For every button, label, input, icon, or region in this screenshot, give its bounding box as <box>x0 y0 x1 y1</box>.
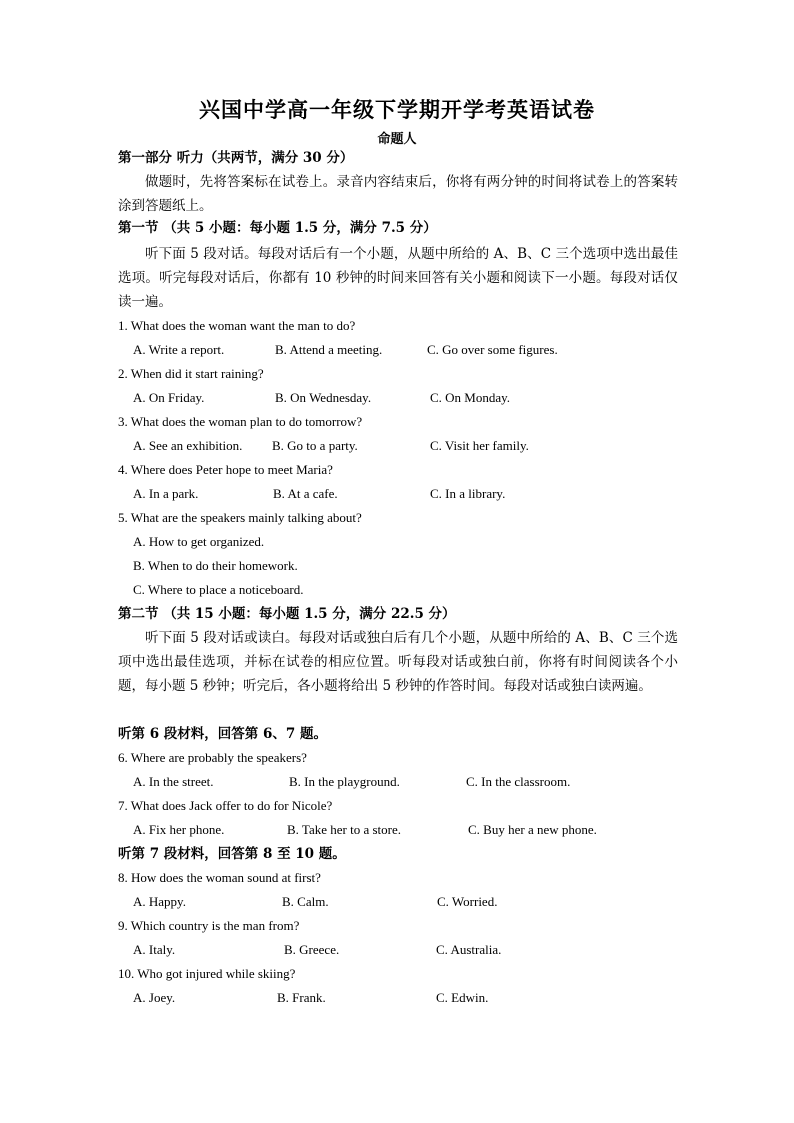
section2-heading: 第二节 （共 15 小题：每小题 1.5 分，满分 22.5 分） <box>118 606 456 622</box>
q5-option-c: C. Where to place a noticeboard. <box>133 582 304 597</box>
q2-option-b: B. On Wednesday. <box>275 390 372 405</box>
question-5: 5. What are the speakers mainly talking about? <box>118 510 362 525</box>
material-7-heading: 听第 7 段材料，回答第 8 至 10 题。 <box>118 846 346 862</box>
q6-option-c: C. In the classroom. <box>466 774 571 789</box>
q9-option-c: C. Australia. <box>436 942 502 957</box>
q5-option-a: A. How to get organized. <box>133 534 265 549</box>
question-6: 6. Where are probably the speakers? <box>118 750 307 765</box>
q5-option-b: B. When to do their homework. <box>133 558 298 573</box>
q4-option-a: A. In a park. <box>133 486 199 501</box>
q2-option-a: A. On Friday. <box>133 390 205 405</box>
q8-option-c: C. Worried. <box>437 894 498 909</box>
question-4: 4. Where does Peter hope to meet Maria? <box>118 462 333 477</box>
section2-intro: 听下面 5 段对话或读白。每段对话或独白后有几个小题，从题中所给的 A、B、C 三个选项中选出最佳选项，并标在试卷的相应位置。听每段对话或独白前，你将有时间阅读各个小题，每小题 5 秒钟；听完后，各小题将给出 5 秒钟的作答时间。每段对话或独白读两遍。 <box>118 630 678 694</box>
q3-option-b: B. Go to a party. <box>272 438 358 453</box>
author-label: 命题人 <box>377 132 417 147</box>
question-1: 1. What does the woman want the man to do? <box>118 318 356 333</box>
q1-option-b: B. Attend a meeting. <box>275 342 383 357</box>
q8-option-a: A. Happy. <box>133 894 186 909</box>
question-8: 8. How does the woman sound at first? <box>118 870 321 885</box>
material-6-heading: 听第 6 段材料，回答第 6、7 题。 <box>118 726 327 742</box>
q7-option-b: B. Take her to a store. <box>287 822 402 837</box>
q3-option-c: C. Visit her family. <box>430 438 529 453</box>
q6-option-a: A. In the street. <box>133 774 214 789</box>
q7-option-a: A. Fix her phone. <box>133 822 225 837</box>
q4-option-b: B. At a cafe. <box>273 486 338 501</box>
q10-option-a: A. Joey. <box>133 990 176 1005</box>
q2-option-c: C. On Monday. <box>430 390 511 405</box>
part1-heading: 第一部分 听力（共两节，满分 30 分） <box>118 150 354 166</box>
question-10: 10. Who got injured while skiing? <box>118 966 296 981</box>
q7-option-c: C. Buy her a new phone. <box>468 822 597 837</box>
exam-title: 兴国中学高一年级下学期开学考英语试卷 <box>199 97 595 122</box>
section1-heading: 第一节 （共 5 小题：每小题 1.5 分，满分 7.5 分） <box>118 220 437 236</box>
q4-option-c: C. In a library. <box>430 486 506 501</box>
q9-option-a: A. Italy. <box>133 942 176 957</box>
question-3: 3. What does the woman plan to do tomorrow? <box>118 414 363 429</box>
q9-option-b: B. Greece. <box>284 942 340 957</box>
q10-option-b: B. Frank. <box>277 990 326 1005</box>
question-7: 7. What does Jack offer to do for Nicole? <box>118 798 333 813</box>
section1-intro: 听下面 5 段对话。每段对话后有一个小题，从题中所给的 A、B、C 三个选项中选出最佳选项。听完每段对话后，你都有 10 秒钟的时间来回答有关小题和阅读下一小题。每段对话仅读一遍。 <box>118 246 678 310</box>
q1-option-c: C. Go over some figures. <box>427 342 558 357</box>
q10-option-c: C. Edwin. <box>436 990 489 1005</box>
question-9: 9. Which country is the man from? <box>118 918 300 933</box>
q1-option-a: A. Write a report. <box>133 342 225 357</box>
q3-option-a: A. See an exhibition. <box>133 438 243 453</box>
q8-option-b: B. Calm. <box>282 894 329 909</box>
question-2: 2. When did it start raining? <box>118 366 264 381</box>
q6-option-b: B. In the playground. <box>289 774 400 789</box>
part1-intro: 做题时，先将答案标在试卷上。录音内容结束后，你将有两分钟的时间将试卷上的答案转涂到答题纸上。 <box>118 174 678 214</box>
